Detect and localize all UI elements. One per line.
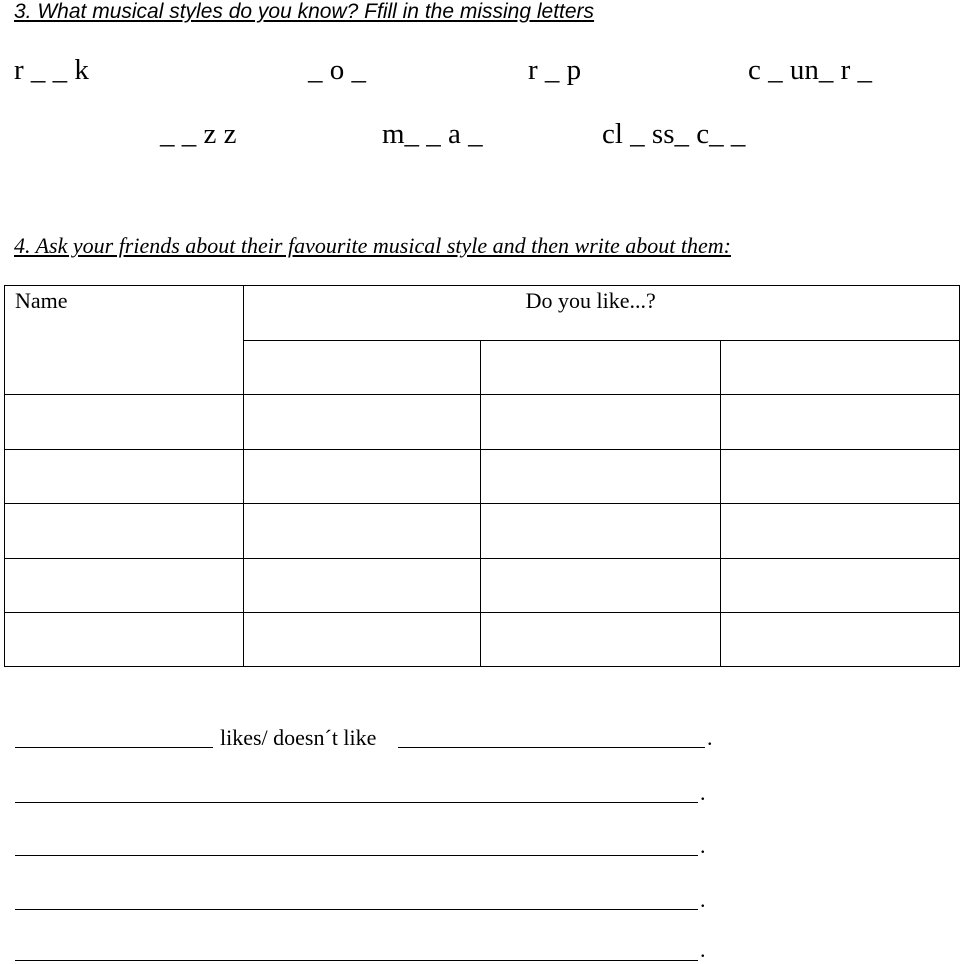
exercise-3-heading: 3. What musical styles do you know? Ffill in the missing letters — [14, 0, 595, 23]
table-cell[interactable] — [721, 559, 960, 613]
table-cell[interactable] — [243, 559, 481, 613]
line-end-period: . — [700, 833, 706, 858]
table-cell[interactable] — [5, 450, 244, 504]
word-puzzle-country: c _ un_ r _ — [748, 54, 873, 86]
table-row — [5, 450, 960, 504]
table-row — [5, 613, 960, 667]
table-cell[interactable] — [481, 559, 721, 613]
exercise-4-heading: 4. Ask your friends about their favourite musical style and then write about them: — [14, 233, 731, 258]
line-end-period: . — [700, 780, 706, 805]
table-cell[interactable] — [481, 613, 721, 667]
table-cell[interactable] — [721, 450, 960, 504]
question-header: Do you like...? — [525, 288, 656, 313]
style-cell[interactable] — [481, 341, 721, 395]
writing-line[interactable] — [15, 802, 698, 803]
name-header: Name — [15, 288, 68, 313]
table-cell[interactable] — [5, 559, 244, 613]
table-cell[interactable] — [243, 450, 481, 504]
word-puzzle-jazz: _ _ z z — [160, 118, 237, 150]
table-cell[interactable] — [481, 504, 721, 559]
style-cell[interactable] — [721, 341, 960, 395]
survey-table — [4, 285, 960, 667]
table-row — [5, 559, 960, 613]
line-end-period: . — [707, 725, 713, 750]
table-cell[interactable] — [243, 613, 481, 667]
line-end-period: . — [700, 937, 706, 962]
word-puzzle-pop: _ o _ — [308, 54, 366, 86]
table-row — [5, 504, 960, 559]
name-header-cell — [5, 286, 244, 395]
writing-line[interactable] — [15, 960, 698, 961]
table-cell[interactable] — [721, 613, 960, 667]
word-puzzle-rap: r _ p — [528, 54, 582, 86]
table-cell[interactable] — [5, 504, 244, 559]
table-cell[interactable] — [243, 504, 481, 559]
table-cell[interactable] — [481, 395, 721, 450]
table-row — [5, 395, 960, 450]
line-end-period: . — [700, 887, 706, 912]
word-puzzle-rock: r _ _ k — [14, 54, 89, 86]
style-blank-line[interactable] — [398, 747, 705, 748]
question-header-cell — [243, 286, 959, 341]
style-cell[interactable] — [243, 341, 481, 395]
table-cell[interactable] — [5, 395, 244, 450]
name-blank-line[interactable] — [15, 747, 213, 748]
writing-line[interactable] — [15, 909, 698, 910]
sentence-middle-text: likes/ doesn´t like — [220, 725, 377, 750]
writing-line[interactable] — [15, 855, 698, 856]
table-cell[interactable] — [481, 450, 721, 504]
table-cell[interactable] — [721, 395, 960, 450]
table-cell[interactable] — [721, 504, 960, 559]
table-cell[interactable] — [5, 613, 244, 667]
word-puzzle-classic: cl _ ss_ c_ _ — [602, 118, 746, 150]
word-puzzle-metal: m_ _ a _ — [382, 118, 483, 150]
table-cell[interactable] — [243, 395, 481, 450]
